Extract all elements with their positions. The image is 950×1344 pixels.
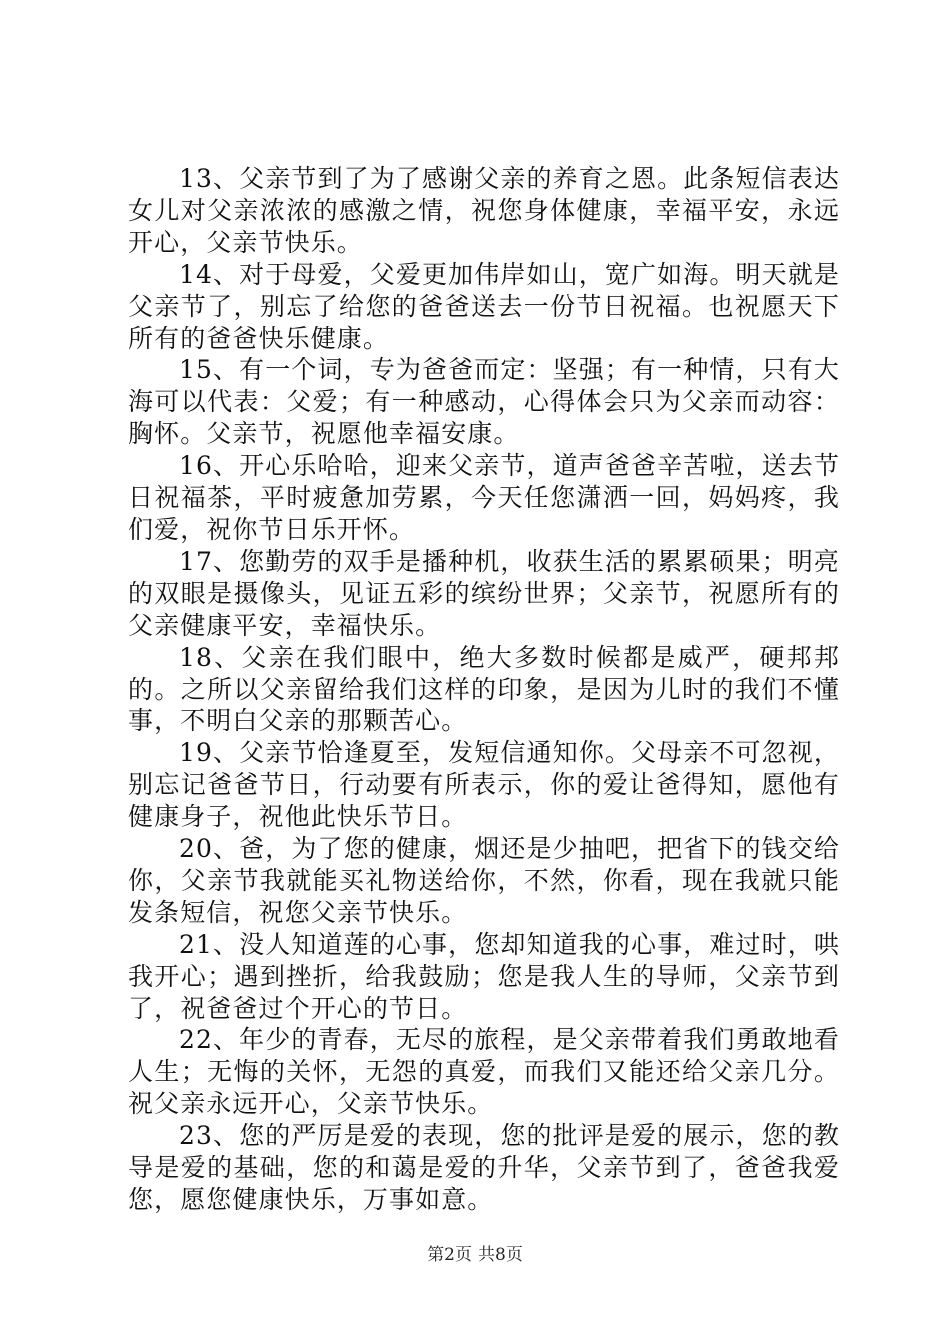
paragraph-20: 20、爸，为了您的健康，烟还是少抽吧，把省下的钱交给你，父亲节我就能买礼物送给你，不然，你看，现在我就只能发条短信，祝您父亲节快乐。	[128, 834, 840, 927]
paragraph-23: 23、您的严厉是爱的表现，您的批评是爱的展示，您的教导是爱的基础，您的和蔼是爱的升华，父亲节到了，爸爸我爱您，愿您健康快乐，万事如意。	[128, 1121, 840, 1214]
page-number: 第2页	[427, 1245, 472, 1265]
paragraph-13: 13、父亲节到了为了感谢父亲的养育之恩。此条短信表达女儿对父亲浓浓的感激之情，祝您身体健康，幸福平安，永远开心，父亲节快乐。	[128, 164, 840, 257]
page-total: 共8页	[478, 1245, 523, 1265]
paragraph-17: 17、您勤劳的双手是播种机，收获生活的累累硕果；明亮的双眼是摄像头，见证五彩的缤纷世界；父亲节，祝愿所有的父亲健康平安，幸福快乐。	[128, 546, 840, 640]
paragraph-15: 15、有一个词，专为爸爸而定：坚强；有一种情，只有大海可以代表：父爱；有一种感动，心得体会只为父亲而动容：胸怀。父亲节，祝愿他幸福安康。	[128, 355, 840, 449]
paragraph-22: 22、年少的青春，无尽的旅程，是父亲带着我们勇敢地看人生；无悔的关怀，无怨的真爱，而我们又能还给父亲几分。祝父亲永远开心，父亲节快乐。	[128, 1025, 840, 1119]
document-body	[128, 163, 840, 1216]
paragraph-19: 19、父亲节恰逢夏至，发短信通知你。父母亲不可忽视，别忘记爸爸节日，行动要有所表示，你的爱让爸得知，愿他有健康身子，祝他此快乐节日。	[128, 738, 840, 832]
page-footer	[0, 1244, 950, 1266]
paragraph-21: 21、没人知道莲的心事，您却知道我的心事，难过时，哄我开心；遇到挫折，给我鼓励；您是我人生的导师，父亲节到了，祝爸爸过个开心的节日。	[128, 929, 840, 1023]
paragraph-14: 14、对于母爱，父爱更加伟岸如山，宽广如海。明天就是父亲节了，别忘了给您的爸爸送去一份节日祝福。也祝愿天下所有的爸爸快乐健康。	[128, 259, 840, 353]
paragraph-16: 16、开心乐哈哈，迎来父亲节，道声爸爸辛苦啦，送去节日祝福茶，平时疲惫加劳累，今天任您潇洒一回，妈妈疼，我们爱，祝你节日乐开怀。	[128, 451, 840, 544]
paragraph-18: 18、父亲在我们眼中，绝大多数时候都是威严，硬邦邦的。之所以父亲留给我们这样的印象，是因为儿时的我们不懂事，不明白父亲的那颗苦心。	[128, 642, 840, 736]
